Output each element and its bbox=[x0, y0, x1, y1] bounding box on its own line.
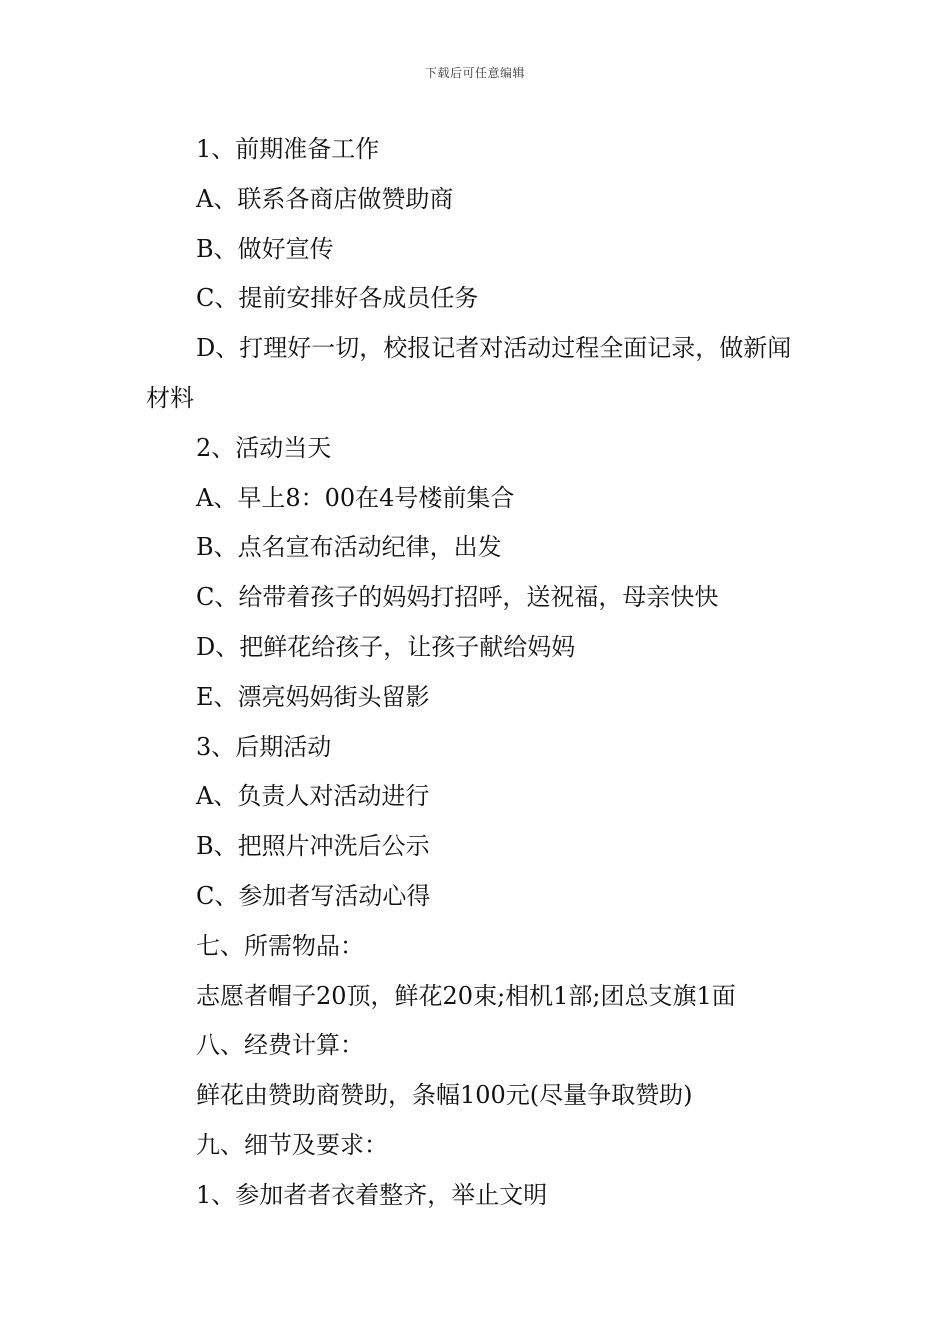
paragraph: A、负责人对活动进行 bbox=[196, 782, 430, 811]
paragraph: D、打理好一切，校报记者对活动过程全面记录，做新闻材料 bbox=[146, 334, 792, 412]
paragraph: 3、后期活动 bbox=[196, 732, 332, 761]
paragraph: B、把照片冲洗后公示 bbox=[196, 832, 430, 861]
paragraph: D、把鲜花给孩子，让孩子献给妈妈 bbox=[196, 632, 576, 661]
paragraph: B、点名宣布活动纪律，出发 bbox=[196, 533, 502, 562]
paragraph: 志愿者帽子20顶，鲜花20束;相机1部;团总支旗1面 bbox=[196, 981, 736, 1010]
paragraph: 2、活动当天 bbox=[196, 433, 332, 462]
paragraph: 九、细节及要求： bbox=[196, 1130, 388, 1159]
paragraph: A、早上8：00在4号楼前集合 bbox=[196, 483, 515, 512]
paragraph: C、给带着孩子的妈妈打招呼，送祝福，母亲快快 bbox=[196, 583, 719, 612]
paragraph: 八、经费计算： bbox=[196, 1031, 364, 1060]
paragraph: B、做好宣传 bbox=[196, 234, 334, 263]
paragraph: 1、参加者者衣着整齐，举止文明 bbox=[196, 1180, 548, 1209]
paragraph: A、联系各商店做赞助商 bbox=[196, 184, 454, 213]
paragraph: C、参加者写活动心得 bbox=[196, 881, 431, 910]
paragraph: 鲜花由赞助商赞助，条幅100元(尽量争取赞助) bbox=[196, 1081, 693, 1110]
paragraph: 1、前期准备工作 bbox=[196, 135, 380, 163]
document-body bbox=[146, 125, 808, 1221]
paragraph: 七、所需物品： bbox=[196, 931, 364, 960]
paragraph: E、漂亮妈妈街头留影 bbox=[196, 682, 430, 711]
page-header-note: 下载后可任意编辑 bbox=[424, 66, 525, 80]
paragraph: C、提前安排好各成员任务 bbox=[196, 284, 479, 313]
